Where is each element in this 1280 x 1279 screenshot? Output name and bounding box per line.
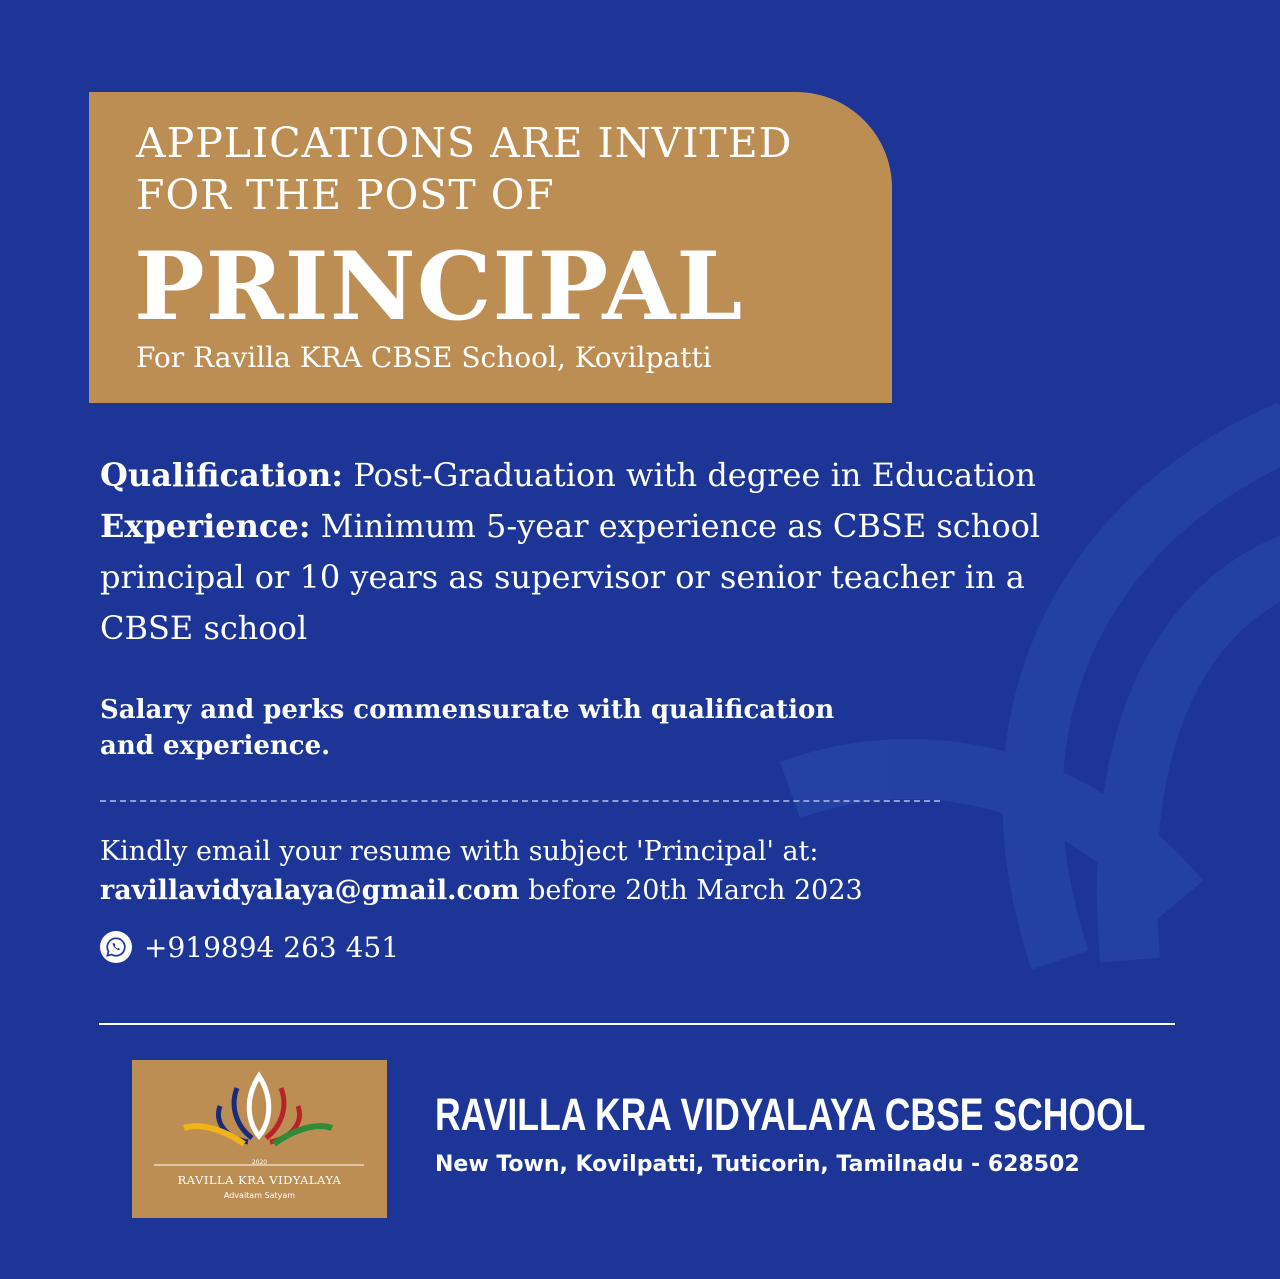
phone-row [100, 928, 399, 966]
logo-name: RAVILLA KRA VIDYALAYA [177, 1173, 342, 1187]
salary-line-1: Salary and perks commensurate with qualification [100, 695, 835, 725]
qualification-row [100, 450, 1100, 501]
experience-text-line-2: principal or 10 years as supervisor or senior teacher in a [100, 558, 1025, 596]
application-instructions [100, 832, 1000, 910]
school-name: RAVILLA KRA VIDYALAYA CBSE SCHOOL [435, 1089, 1146, 1140]
logo-tagline: Advaitam Satyam [223, 1191, 296, 1200]
experience-text-line-1: Minimum 5-year experience as CBSE school [320, 507, 1041, 545]
email-link[interactable]: ravillavidyalaya@gmail.com [100, 875, 520, 906]
header-line-1: APPLICATIONS ARE INVITED [136, 119, 793, 167]
qualification-text: Post-Graduation with degree in Education [353, 456, 1036, 494]
instruction-text: Kindly email your resume with subject 'Principal' at: [100, 836, 819, 867]
footer-divider [99, 1023, 1175, 1025]
experience-label: Experience: [100, 507, 311, 545]
whatsapp-icon [100, 931, 132, 963]
post-title: PRINCIPAL [134, 232, 744, 342]
header-line-2: FOR THE POST OF [136, 171, 555, 219]
logo-year: 2020 [251, 1159, 268, 1166]
salary-line-2: and experience. [100, 731, 331, 761]
experience-row [100, 501, 1100, 552]
school-logo [132, 1060, 387, 1218]
salary-note [100, 692, 920, 764]
dashed-divider [100, 800, 940, 802]
school-address: New Town, Kovilpatti, Tuticorin, Tamilnadu - 628502 [435, 1152, 1080, 1177]
phone-number[interactable]: +919894 263 451 [144, 930, 400, 964]
lotus-emblem [132, 1060, 387, 1170]
qualification-label: Qualification: [100, 456, 344, 494]
deadline-text: before 20th March 2023 [528, 875, 863, 906]
requirements-section [100, 450, 1100, 654]
email-row [100, 871, 1000, 910]
header-subtitle: For Ravilla KRA CBSE School, Kovilpatti [136, 341, 712, 374]
experience-text-line-3: CBSE school [100, 609, 308, 647]
